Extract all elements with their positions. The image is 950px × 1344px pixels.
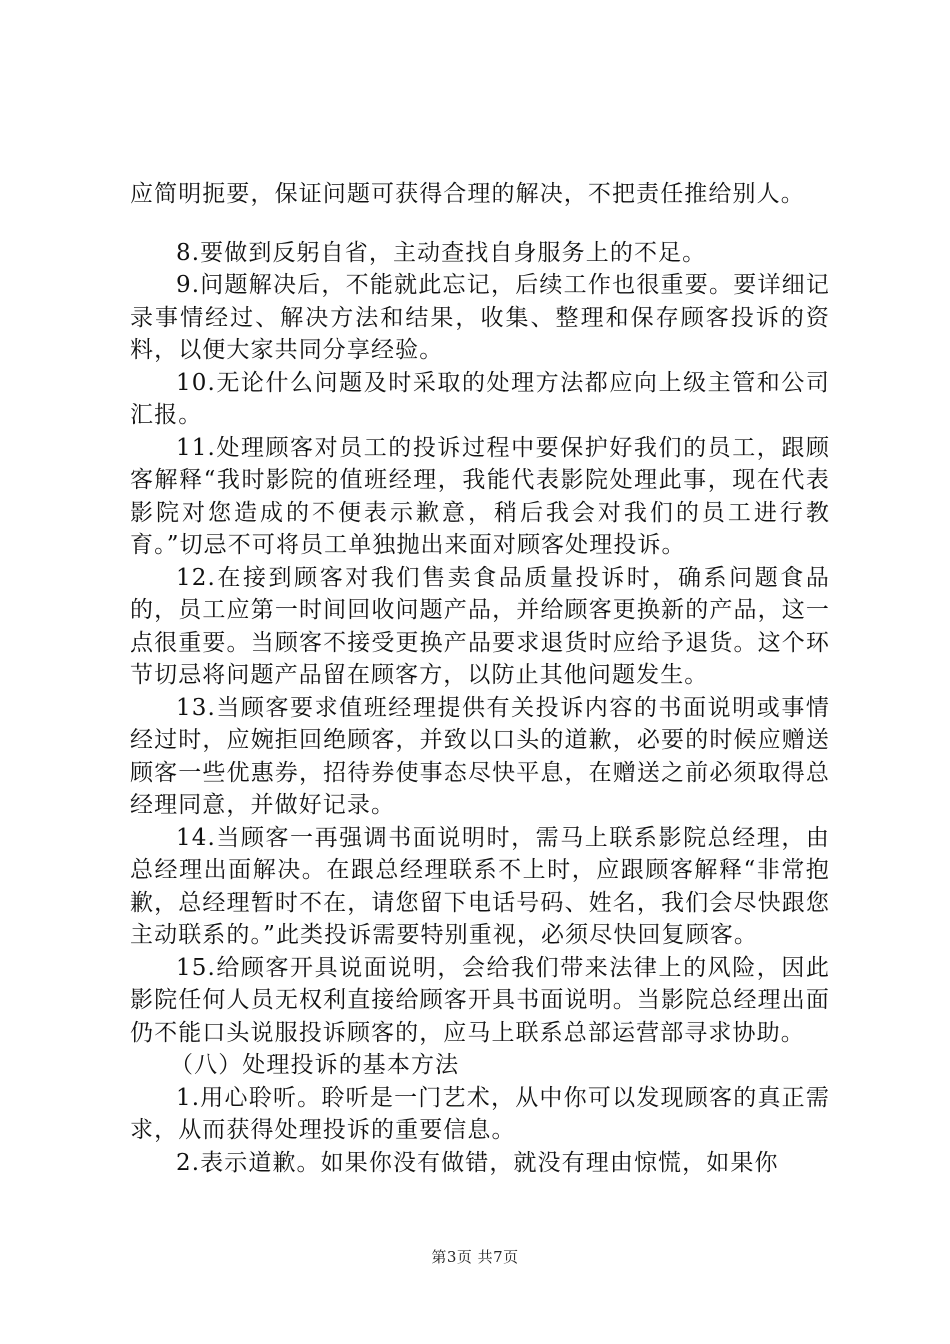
section-heading: （八）处理投诉的基本方法 [170, 1052, 460, 1078]
paragraph-item-9: 9.问题解决后，不能就此忘记，后续工作也很重要。要详细记录事情经过、解决方法和结果，收集、整理和保存顾客投诉的资料，以便大家共同分享经验。 [130, 272, 830, 363]
paragraph-item-8: 8.要做到反躬自省，主动查找自身服务上的不足。 [176, 239, 707, 266]
paragraph-item-10: 10.无论什么问题及时采取的处理方法都应向上级主管和公司汇报。 [130, 369, 830, 428]
paragraph-method-1: 1.用心聆听。聆听是一门艺术，从中你可以发现顾客的真正需求，从而获得处理投诉的重要信息。 [130, 1084, 830, 1143]
paragraph-method-2: 2.表示道歉。如果你没有做错，就没有理由惊慌，如果你 [176, 1149, 779, 1176]
paragraph-item-13: 13.当顾客要求值班经理提供有关投诉内容的书面说明或事情经过时，应婉拒回绝顾客，并致以口头的道歉，必要的时候应赠送顾客一些优惠券，招待券使事态尽快平息，在赠送之前必须取得总经理同意，并做好记录。 [130, 694, 830, 818]
paragraph-item-11: 11.处理顾客对员工的投诉过程中要保护好我们的员工，跟顾客解释“我时影院的值班经理，我能代表影院处理此事，现在代表影院对您造成的不便表示歉意，稍后我会对我们的员工进行教育。”切忌不可将员工单独抛出来面对顾客处理投诉。 [130, 434, 830, 558]
paragraph-item-12: 12.在接到顾客对我们售卖食品质量投诉时，确系问题食品的，员工应第一时间回收问题产品，并给顾客更换新的产品，这一点很重要。当顾客不接受更换产品要求退货时应给予退货。这个环节切忌将问题产品留在顾客方，以防止其他问题发生。 [130, 564, 830, 688]
document-body [130, 178, 830, 1179]
paragraph-item-14: 14.当顾客一再强调书面说明时，需马上联系影院总经理，由总经理出面解决。在跟总经理联系不上时，应跟顾客解释“非常抱歉，总经理暂时不在，请您留下电话号码、姓名，我们会尽快跟您主动联系的。”此类投诉需要特别重视，必须尽快回复顾客。 [130, 824, 830, 948]
paragraph-item-15: 15.给顾客开具说面说明，会给我们带来法律上的风险，因此影院任何人员无权利直接给顾客开具书面说明。当影院总经理出面仍不能口头说服投诉顾客的，应马上联系总部运营部寻求协助。 [130, 954, 830, 1046]
paragraph-continuation: 应简明扼要，保证问题可获得合理的解决，不把责任推给别人。 [130, 181, 805, 207]
page-footer: 第3页 共7页 [431, 1248, 519, 1266]
